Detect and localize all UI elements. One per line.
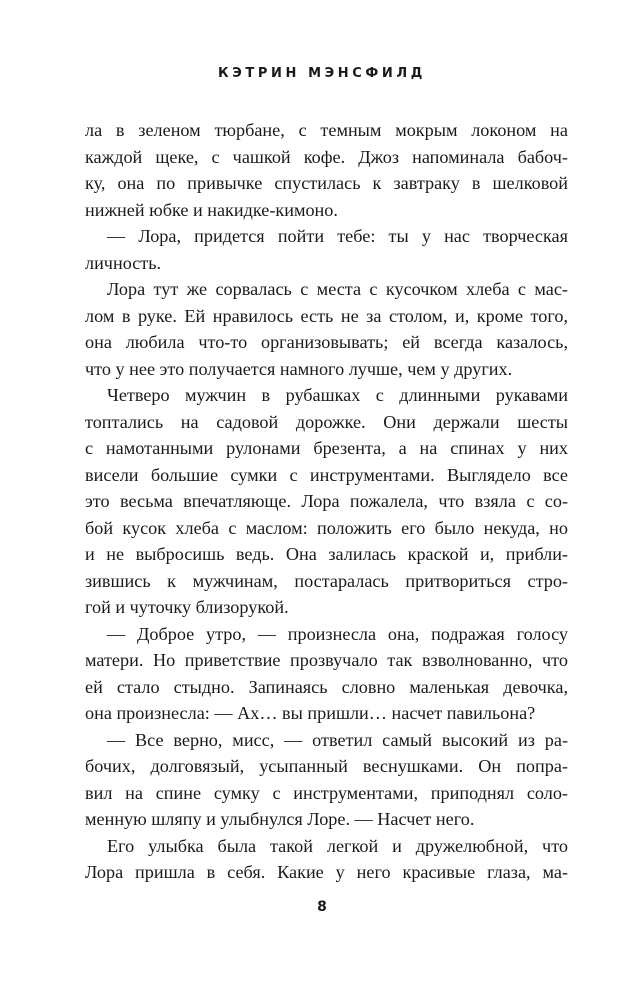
text-line: нижней юбке и накидке-кимоно. (85, 199, 338, 220)
text-line: бой кусок хлеба с маслом: положить его было некуда, но (85, 517, 568, 538)
text-line: висели большие сумки с инструментами. Выглядело все (85, 464, 568, 485)
text-line: топтались на садовой дорожке. Они держали шесты (85, 411, 568, 432)
text-line: Четверо мужчин в рубашках с длинными рукавами (107, 385, 568, 405)
text-line: Лора пришла в себя. Какие у него красивые глаза, ма- (85, 862, 568, 882)
text-line: бочих, долговязый, усыпанный веснушками. Он попра- (85, 756, 568, 776)
text-line: Лора тут же сорвалась с места с кусочком хлеба с мас- (107, 279, 568, 299)
text-line: зившись к мужчинам, постаралась притвориться стро- (85, 570, 568, 591)
text-line: ку, она по привычке спустилась к завтраку в шелковой (85, 173, 568, 193)
text-line: что у нее это получается намного лучше, чем у других. (85, 358, 513, 379)
text-line: Его улыбка была такой легкой и дружелюбной, что (107, 835, 568, 856)
text-line: менную шляпу и улыбнулся Лоре. — Насчет него. (85, 809, 475, 829)
text-line: ла в зеленом тюрбане, с темным мокрым локоном на (85, 120, 568, 140)
text-line: ей стало стыдно. Запинаясь словно маленькая девочка, (85, 676, 568, 697)
text-line: она любила что-то организовывать; ей всегда казалось, (85, 332, 568, 352)
running-header: КЭТРИН МЭНСФИЛД (218, 66, 426, 81)
text-line: гой и чуточку близорукой. (85, 597, 289, 617)
text-line: и не выбросишь ведь. Она залилась краской и, прибли- (85, 544, 568, 564)
text-line: — Доброе утро, — произнесла она, подражая голосу (107, 623, 568, 644)
page-number: 8 (317, 899, 327, 915)
body-text (85, 117, 568, 886)
text-line: матери. Но приветствие прозвучало так взволнованно, что (85, 650, 568, 670)
text-line: лом в руке. Ей нравилось есть не за столом, и, кроме того, (85, 305, 568, 326)
text-line: — Лора, придется пойти тебе: ты у нас творческая (107, 226, 568, 246)
text-line: личность. (85, 252, 162, 273)
text-line: это весьма впечатляюще. Лора пожалела, что взяла с со- (85, 491, 568, 511)
text-line: с намотанными рулонами брезента, а на спинах у них (85, 438, 568, 458)
text-line: — Все верно, мисс, — ответил самый высокий из ра- (107, 729, 568, 750)
text-line: каждой щеке, с чашкой кофе. Джоз напоминала бабоч- (85, 146, 568, 167)
text-line: вил на спине сумку с инструментами, приподнял соло- (85, 782, 568, 803)
text-line: она произнесла: — Ах… вы пришли… насчет павильона? (85, 703, 536, 723)
